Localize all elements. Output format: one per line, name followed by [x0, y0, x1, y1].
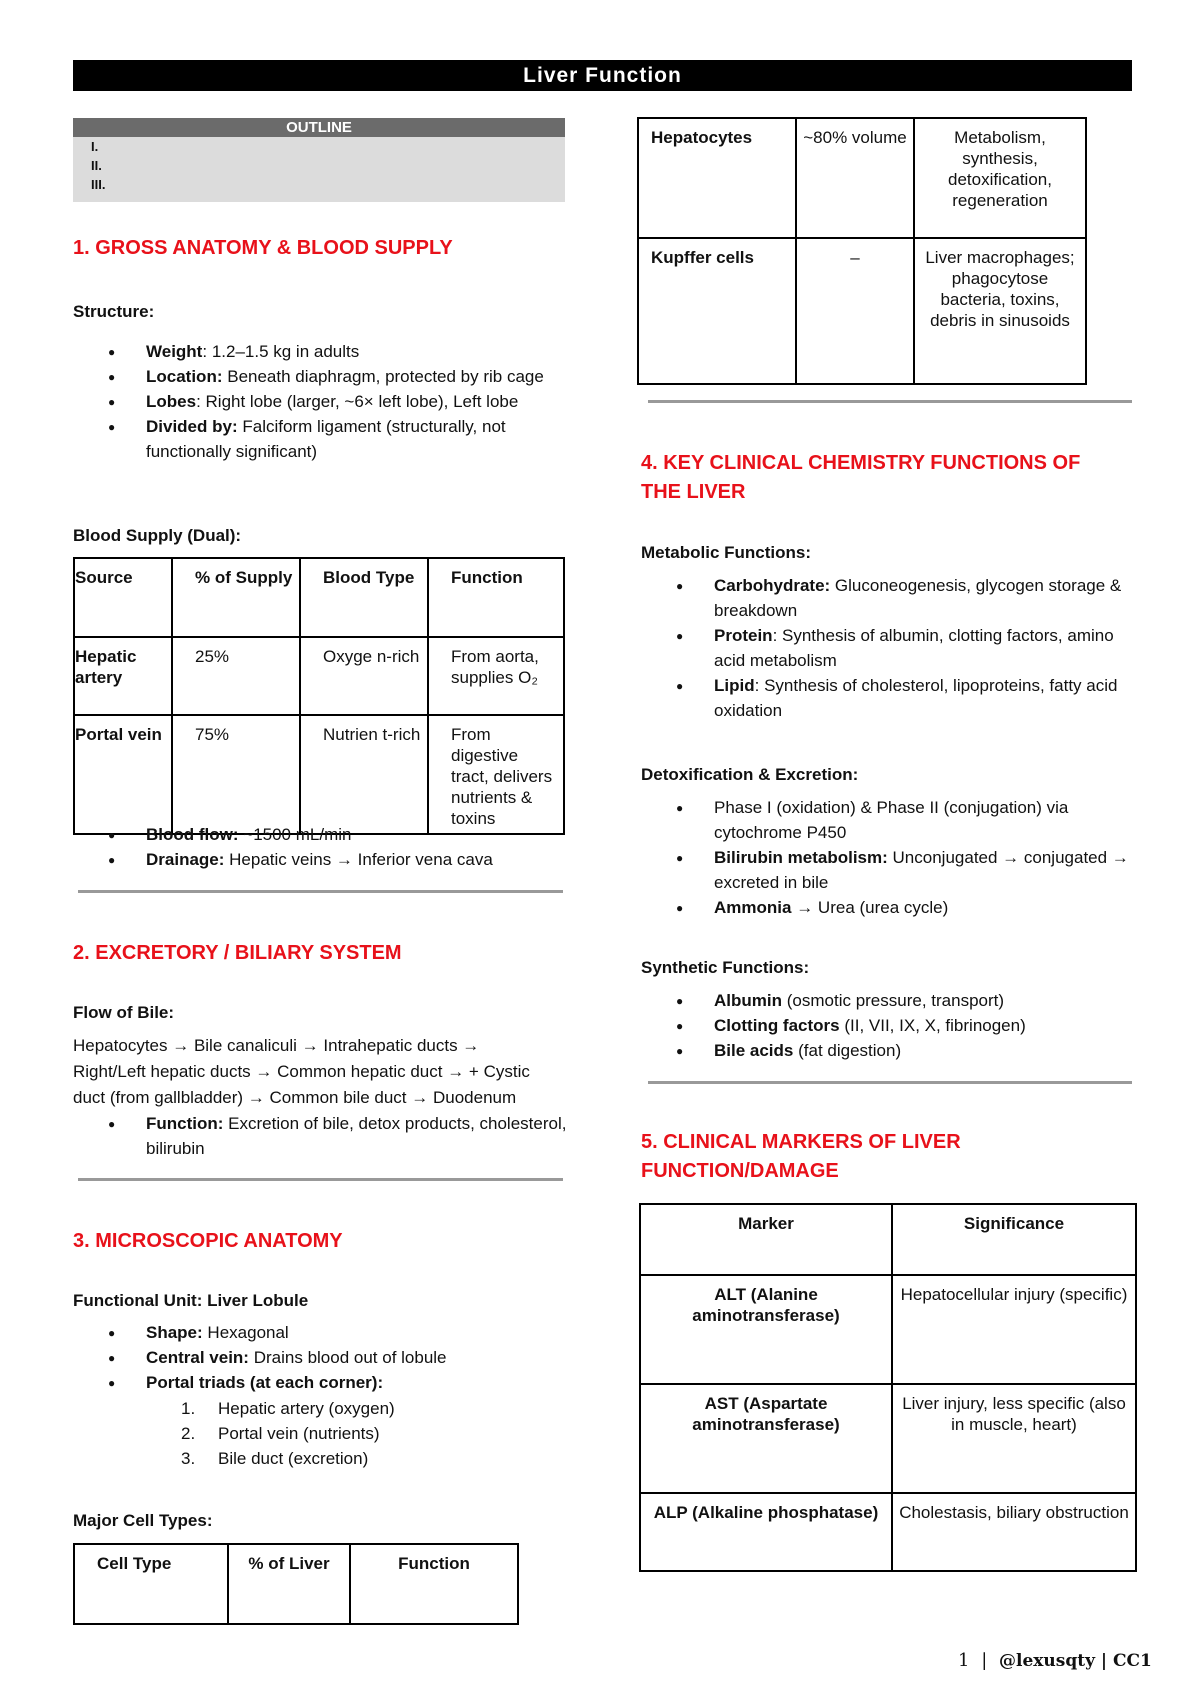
table-cell: Metabolism, synthesis, detoxification, regeneration: [914, 118, 1086, 238]
table-cell: Portal vein: [74, 715, 172, 834]
table-cell: From digestive tract, delivers nutrients & toxins: [428, 715, 564, 834]
bullet-term: Bilirubin metabolism:: [714, 848, 888, 867]
table-header: Function: [350, 1544, 518, 1624]
bullet-text: Hexagonal: [207, 1323, 289, 1342]
bullet-text: 1.2–1.5 kg in adults: [211, 342, 360, 361]
table-cell: Oxyge n-rich: [300, 637, 428, 715]
bile-function-list: [73, 1111, 573, 1161]
item-number: 1.: [181, 1399, 196, 1418]
bullet-term: Lipid: [714, 676, 755, 695]
cell-types-label: Major Cell Types:: [73, 1511, 213, 1530]
bullet-text: Synthesis of albumin, clotting factors, amino acid metabolism: [714, 626, 1114, 670]
bullet-item: [73, 1320, 573, 1345]
page-title: Liver Function: [73, 60, 1132, 91]
table-cell: Liver injury, less specific (also in muscle, heart): [892, 1384, 1136, 1493]
section-4-heading-line: THE LIVER: [641, 481, 746, 503]
section-5-heading-line: 5. CLINICAL MARKERS OF LIVER: [641, 1131, 961, 1153]
table-cell: Nutrien t-rich: [300, 715, 428, 834]
bullet-item: [641, 845, 1141, 895]
outline-item: II.: [91, 158, 102, 173]
synthetic-label: Synthetic Functions:: [641, 958, 810, 977]
table-header: % of Supply: [172, 558, 300, 637]
bullet-term: Drainage:: [146, 850, 225, 869]
bullet-item: [641, 1038, 1141, 1063]
numbered-item: [73, 1446, 573, 1471]
bile-flow-line: duct (from gallbladder) → Common bile duct → Duodenum: [73, 1088, 517, 1107]
bullet-term: Location:: [146, 367, 223, 386]
table-cell: From aorta, supplies O₂: [428, 637, 564, 715]
bullet-text: (II, VII, IX, X, fibrinogen): [844, 1016, 1026, 1035]
detox-list: [641, 795, 1141, 920]
table-cell: Hepatic artery: [74, 637, 172, 715]
bullet-item: [73, 1111, 573, 1161]
functional-unit-label: Functional Unit: Liver Lobule: [73, 1291, 309, 1310]
cell-types-table-header: [73, 1543, 519, 1625]
bullet-text: ~1500 mL/min: [243, 825, 352, 844]
bullet-item: [73, 389, 573, 414]
bullet-item: [73, 822, 573, 847]
bullet-item: [641, 795, 1141, 845]
item-text: Bile duct (excretion): [218, 1449, 369, 1468]
divider: [78, 890, 563, 893]
structure-list: [73, 339, 573, 464]
divider: [78, 1178, 563, 1181]
bullet-term: Albumin: [714, 991, 782, 1010]
table-header: Significance: [892, 1204, 1136, 1275]
metabolic-label: Metabolic Functions:: [641, 543, 811, 562]
footer-separator: |: [981, 1650, 988, 1671]
bullet-text: → Urea (urea cycle): [796, 898, 949, 917]
table-header: Source: [74, 558, 172, 637]
bullet-item: [641, 988, 1141, 1013]
table-cell: 75%: [172, 715, 300, 834]
bullet-text: (osmotic pressure, transport): [786, 991, 1005, 1010]
section-3-heading: 3. MICROSCOPIC ANATOMY: [73, 1230, 343, 1252]
table-header: % of Liver: [228, 1544, 350, 1624]
table-cell: Kupffer cells: [638, 238, 796, 384]
table-cell: 25%: [172, 637, 300, 715]
bile-flow-line: Right/Left hepatic ducts → Common hepatic duct → + Cystic: [73, 1062, 530, 1081]
bullet-item: [73, 364, 573, 389]
table-cell: Liver macrophages; phagocytose bacteria, toxins, debris in sinusoids: [914, 238, 1086, 384]
bullet-item: [73, 847, 573, 872]
divider: [648, 400, 1132, 403]
bullet-term: Clotting factors: [714, 1016, 840, 1035]
bullet-term: Bile acids: [714, 1041, 794, 1060]
bullet-item: [641, 573, 1141, 623]
section-5-heading-line: FUNCTION/DAMAGE: [641, 1160, 839, 1182]
bullet-term: Weight: [146, 342, 203, 361]
divider: [648, 1081, 1132, 1084]
bullet-term: Lobes: [146, 392, 197, 411]
table-cell: ALT (Alanine aminotransferase): [640, 1275, 892, 1384]
bullet-text: Synthesis of cholesterol, lipoproteins, fatty acid oxidation: [714, 676, 1118, 720]
section-4-heading: [641, 449, 1141, 507]
bullet-sep: :: [754, 676, 765, 695]
table-cell: ALP (Alkaline phosphatase): [640, 1493, 892, 1571]
lobule-list: [73, 1320, 573, 1395]
item-text: Hepatic artery (oxygen): [218, 1399, 395, 1418]
bile-flow-text: [73, 1033, 573, 1111]
outline-heading: OUTLINE: [73, 118, 565, 137]
numbered-item: [73, 1421, 573, 1446]
table-header: Function: [428, 558, 564, 637]
bullet-term: Carbohydrate:: [714, 576, 831, 595]
metabolic-list: [641, 573, 1141, 723]
bullet-term: Ammonia: [714, 898, 792, 917]
bullet-text: Unconjugated → conjugated → excreted in bile: [714, 848, 1129, 892]
bullet-item: [73, 339, 573, 364]
outline-item: I.: [91, 139, 99, 154]
item-number: 3.: [181, 1449, 196, 1468]
bullet-text: Drains blood out of lobule: [253, 1348, 447, 1367]
bullet-text: Beneath diaphragm, protected by rib cage: [227, 367, 544, 386]
bullet-sep: :: [772, 626, 783, 645]
bullet-term: Protein: [714, 626, 773, 645]
bullet-text: (fat digestion): [798, 1041, 902, 1060]
section-2-heading: 2. EXCRETORY / BILIARY SYSTEM: [73, 942, 402, 964]
bullet-sep: :: [196, 392, 206, 411]
bullet-text: Gluconeogenesis, glycogen storage & breakdown: [714, 576, 1122, 620]
bullet-term: Portal triads (at each corner):: [146, 1373, 384, 1392]
numbered-item: [73, 1396, 573, 1421]
table-cell: –: [796, 238, 914, 384]
bullet-term: Central vein:: [146, 1348, 249, 1367]
table-cell: Cholestasis, biliary obstruction: [892, 1493, 1136, 1571]
bullet-item: [73, 1370, 573, 1395]
outline-box: [73, 118, 565, 202]
bullet-item: [641, 1013, 1141, 1038]
bullet-item: [641, 895, 1141, 920]
bullet-text: Excretion of bile, detox products, cholesterol, bilirubin: [146, 1114, 567, 1158]
bullet-item: [641, 623, 1141, 673]
bullet-item: [73, 414, 573, 464]
section-1-heading: 1. GROSS ANATOMY & BLOOD SUPPLY: [73, 237, 453, 259]
bullet-term: Shape:: [146, 1323, 203, 1342]
bullet-term: Blood flow:: [146, 825, 239, 844]
section-5-heading: [641, 1128, 1141, 1186]
item-number: 2.: [181, 1424, 196, 1443]
outline-item: III.: [91, 177, 106, 192]
blood-supply-table: [73, 557, 565, 835]
bullet-term: Function:: [146, 1114, 224, 1133]
detox-label: Detoxification & Excretion:: [641, 765, 859, 784]
bullet-text: Falciform ligament (structurally, not functionally significant): [146, 417, 506, 461]
bullet-text: Hepatic veins → Inferior vena cava: [229, 850, 493, 869]
synthetic-list: [641, 988, 1141, 1063]
bullet-item: [641, 673, 1141, 723]
table-cell: Hepatocytes: [638, 118, 796, 238]
bullet-term: Divided by:: [146, 417, 238, 436]
page-footer: [958, 1650, 1152, 1671]
blood-flow-list: [73, 822, 573, 872]
bullet-text: Phase I (oxidation) & Phase II (conjugation) via cytochrome P450: [714, 798, 1069, 842]
item-text: Portal vein (nutrients): [218, 1424, 380, 1443]
table-cell: ~80% volume: [796, 118, 914, 238]
bile-flow-line: Hepatocytes → Bile canaliculi → Intrahepatic ducts →: [73, 1036, 480, 1055]
bullet-text: Right lobe (larger, ~6× left lobe), Left lobe: [205, 392, 519, 411]
bullet-item: [73, 1345, 573, 1370]
structure-label: Structure:: [73, 302, 155, 321]
page-number: 1: [958, 1650, 970, 1671]
cell-types-table: [637, 117, 1087, 385]
blood-supply-label: Blood Supply (Dual):: [73, 526, 242, 545]
bile-flow-label: Flow of Bile:: [73, 1003, 175, 1022]
footer-handle: @lexusqty | CC1: [999, 1651, 1152, 1671]
portal-triad-list: [73, 1396, 573, 1471]
section-4-heading-line: 4. KEY CLINICAL CHEMISTRY FUNCTIONS OF: [641, 452, 1081, 474]
table-header: Blood Type: [300, 558, 428, 637]
liver-markers-table: [639, 1203, 1137, 1572]
table-header: Cell Type: [74, 1544, 228, 1624]
table-cell: Hepatocellular injury (specific): [892, 1275, 1136, 1384]
bullet-sep: :: [202, 342, 212, 361]
table-header: Marker: [640, 1204, 892, 1275]
table-cell: AST (Aspartate aminotransferase): [640, 1384, 892, 1493]
